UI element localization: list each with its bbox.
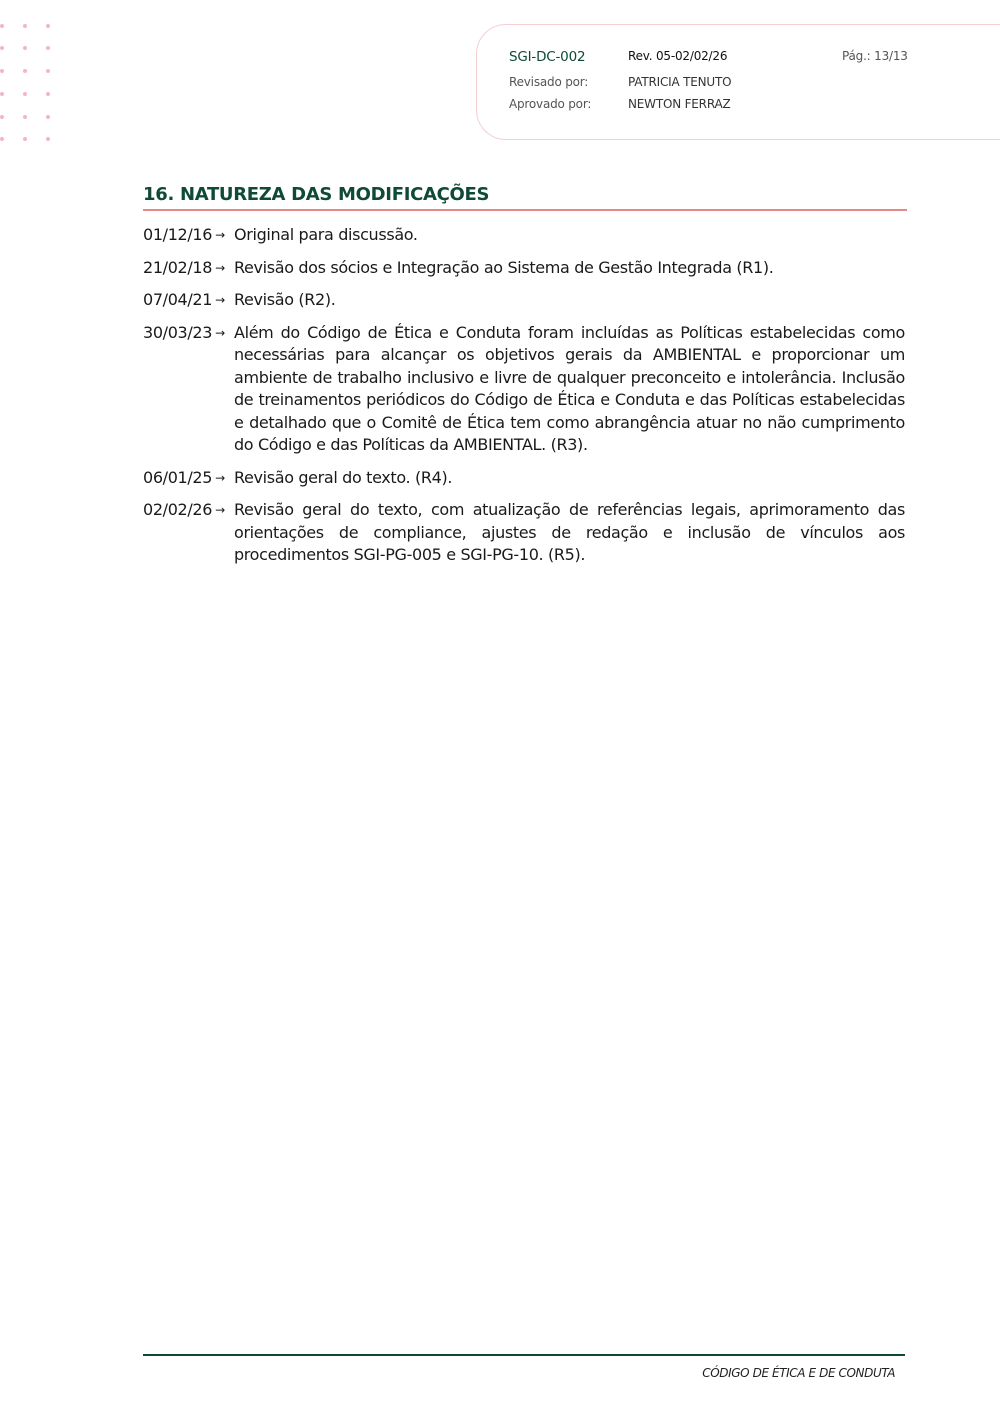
revision-info: Rev. 05-02/02/26 [628,49,728,63]
decorative-dot [0,92,4,96]
modification-entry [143,499,905,567]
entry-date: 06/01/25 [143,467,213,487]
decorative-dot [0,69,4,73]
decorative-dot [23,137,27,141]
entry-description: Além do Código de Ética e Conduta foram incluídas as Políticas estabelecidas como necessárias para alcançar os objetivos gerais da AMBIENTAL e proporcionar um ambiente de trabalho inclusivo e livre de qualquer preconceito e intolerância. Inclusão de treinamentos periódicos do Código de Ética e Conduta e das Políticas estabelecidas e detalhado que o Comitê de Ética tem como abrangência atuar no não cumprimento do Código e das Políticas da AMBIENTAL. (R3). [234,322,905,454]
approved-by-name: NEWTON FERRAZ [628,97,731,111]
reviewed-by-label: Revisado por: [509,75,589,89]
modification-entry [143,257,905,280]
decorative-dot [46,46,50,50]
entry-date: 02/02/26 [143,500,213,519]
modification-list [143,224,905,577]
decorative-dot [0,115,4,119]
decorative-dot [46,92,50,96]
entry-description: Revisão geral do texto, com atualização de referências legais, aprimoramento das orientações de compliance, ajustes de redação e inclusão de vínculos aos procedimentos SGI-PG-005 e SGI-PG-10. (R5). [234,500,905,564]
section-divider [143,209,907,211]
modification-entry [143,289,905,312]
decorative-dot [46,24,50,28]
entry-description: Revisão dos sócios e Integração ao Sistema de Gestão Integrada (R1). [234,257,774,277]
entry-date: 30/03/23 [143,322,213,342]
footer-document-title: CÓDIGO DE ÉTICA E DE CONDUTA [702,1366,895,1380]
modification-entry [143,322,905,457]
decorative-dot [46,69,50,73]
footer-divider [143,1354,905,1356]
arrow-right-icon: → [215,293,225,307]
decorative-dot [0,24,4,28]
section-title: 16. NATUREZA DAS MODIFICAÇÕES [143,184,490,205]
entry-date: 07/04/21 [143,290,213,309]
page-number: Pág.: 13/13 [842,49,908,63]
decorative-dot [0,46,4,50]
modification-entry [143,224,905,247]
modification-entry [143,467,905,490]
entry-date: 01/12/16 [143,225,213,244]
entry-description: Original para discussão. [234,225,418,244]
reviewed-by-name: PATRICIA TENUTO [628,75,732,89]
doc-code: SGI-DC-002 [509,49,586,65]
decorative-dot-grid [0,0,60,150]
decorative-dot [23,24,27,28]
entry-date: 21/02/18 [143,257,213,277]
arrow-right-icon: → [215,470,225,485]
decorative-dot [46,115,50,119]
arrow-right-icon: → [215,228,225,242]
approved-by-label: Aprovado por: [509,97,592,111]
decorative-dot [0,137,4,141]
decorative-dot [23,115,27,119]
arrow-right-icon: → [215,260,225,275]
arrow-right-icon: → [215,503,225,517]
decorative-dot [46,137,50,141]
entry-description: Revisão geral do texto. (R4). [234,467,453,487]
decorative-dot [23,69,27,73]
decorative-dot [23,92,27,96]
decorative-dot [23,46,27,50]
entry-description: Revisão (R2). [234,290,336,309]
arrow-right-icon: → [215,325,225,340]
